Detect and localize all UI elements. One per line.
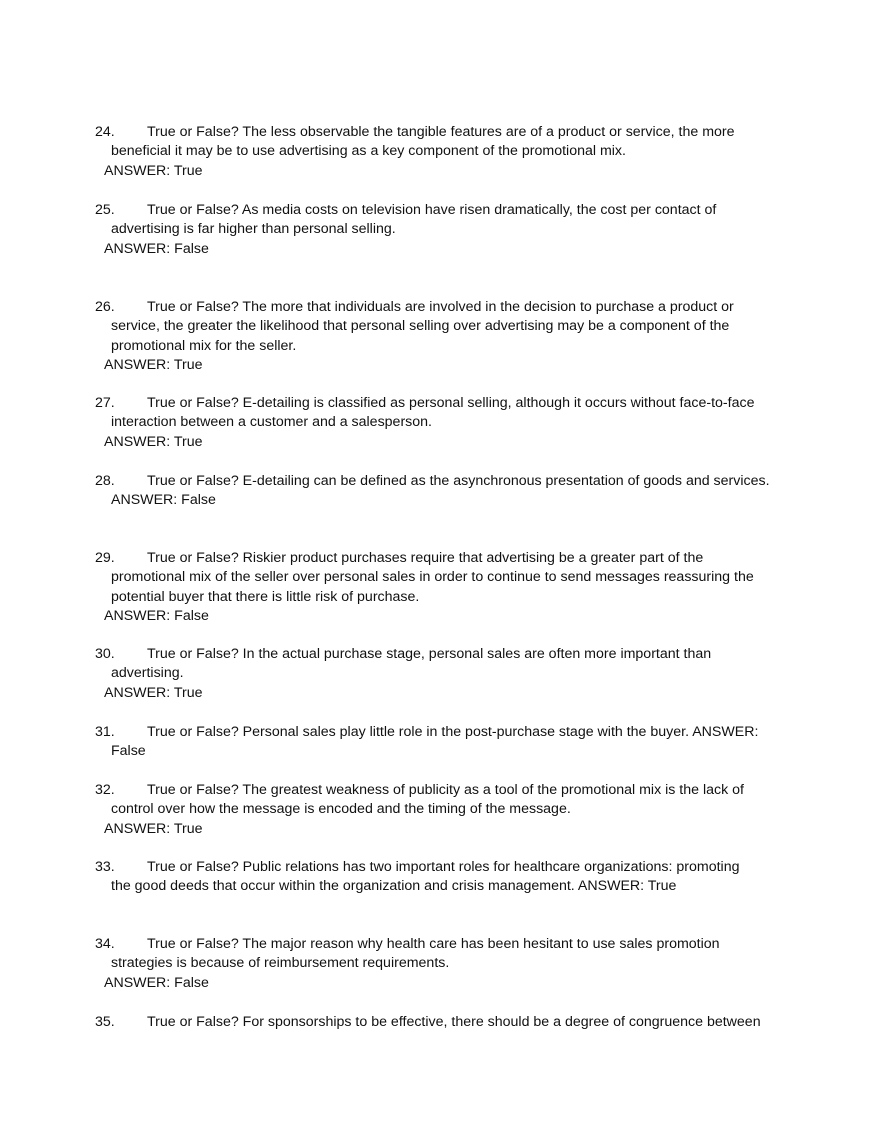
- question-text: True or False? The less observable the tangible features are of a product or service, the more: [147, 124, 735, 140]
- question-number: 28.: [95, 473, 115, 489]
- question-26: [95, 298, 785, 376]
- answer-line: ANSWER: False: [111, 492, 216, 509]
- question-29: [95, 549, 785, 627]
- question-continuation: advertising is far higher than personal selling.: [111, 221, 396, 238]
- question-number: 32.: [95, 782, 115, 798]
- question-text: True or False? The more that individuals are involved in the decision to purchase a product or: [147, 299, 734, 315]
- answer-line: ANSWER: False: [104, 608, 209, 625]
- question-34: [95, 935, 785, 993]
- question-first-line: [95, 935, 785, 954]
- answer-line: ANSWER: True: [104, 684, 203, 701]
- question-text: True or False? The greatest weakness of publicity as a tool of the promotional mix is the lack of: [147, 782, 744, 798]
- question-continuation: control over how the message is encoded and the timing of the message.: [111, 801, 571, 818]
- question-24: [95, 123, 785, 181]
- question-continuation: beneficial it may be to use advertising as a key component of the promotional mix.: [111, 143, 626, 160]
- question-first-line: [95, 123, 785, 142]
- question-32: [95, 781, 785, 839]
- question-continuation: interaction between a customer and a salesperson.: [111, 414, 432, 431]
- question-text: True or False? The major reason why health care has been hesitant to use sales promotion: [147, 936, 720, 952]
- question-25: [95, 201, 785, 259]
- question-first-line: [95, 858, 785, 877]
- question-31: [95, 723, 785, 762]
- question-text: True or False? E-detailing is classified as personal selling, although it occurs without face-to-face: [147, 395, 755, 411]
- question-number: 26.: [95, 299, 115, 315]
- question-first-line: [95, 645, 785, 664]
- question-number: 31.: [95, 724, 115, 740]
- question-35: [95, 1013, 785, 1032]
- answer-line: ANSWER: True: [104, 162, 203, 179]
- question-text: True or False? Personal sales play little role in the post-purchase stage with the buyer. ANSWER:: [147, 724, 759, 740]
- question-number: 25.: [95, 202, 115, 218]
- question-number: 35.: [95, 1014, 115, 1030]
- question-text: True or False? For sponsorships to be effective, there should be a degree of congruence between: [147, 1014, 761, 1030]
- question-number: 27.: [95, 395, 115, 411]
- question-first-line: [95, 201, 785, 220]
- question-continuation: service, the greater the likelihood that personal selling over advertising may be a component of the: [111, 318, 730, 335]
- question-text: True or False? Public relations has two important roles for healthcare organizations: promoting: [147, 859, 740, 875]
- answer-line: ANSWER: False: [104, 974, 209, 991]
- question-text: True or False? In the actual purchase stage, personal sales are often more important than: [147, 646, 712, 662]
- question-28: [95, 472, 785, 511]
- question-continuation: promotional mix of the seller over personal sales in order to continue to send messages reassuring the: [111, 569, 754, 586]
- question-continuation: strategies is because of reimbursement requirements.: [111, 955, 450, 972]
- question-continuation: promotional mix for the seller.: [111, 337, 297, 354]
- question-first-line: [95, 298, 785, 317]
- question-text: True or False? Riskier product purchases require that advertising be a greater part of the: [147, 550, 704, 566]
- question-text: True or False? E-detailing can be defined as the asynchronous presentation of goods and services.: [147, 473, 770, 489]
- question-33: [95, 858, 785, 897]
- question-number: 24.: [95, 124, 115, 140]
- question-continuation: potential buyer that there is little risk of purchase.: [111, 588, 420, 605]
- question-number: 34.: [95, 936, 115, 952]
- question-continuation: False: [111, 743, 146, 760]
- question-number: 33.: [95, 859, 115, 875]
- answer-line: ANSWER: False: [104, 240, 209, 257]
- question-30: [95, 645, 785, 703]
- question-first-line: [95, 394, 785, 413]
- question-first-line: [95, 723, 785, 742]
- question-text: True or False? As media costs on television have risen dramatically, the cost per contact of: [147, 202, 717, 218]
- question-27: [95, 394, 785, 452]
- question-first-line: [95, 781, 785, 800]
- answer-line: ANSWER: True: [104, 820, 203, 837]
- question-first-line: [95, 549, 785, 568]
- answer-line: ANSWER: True: [104, 433, 203, 450]
- question-first-line: [95, 472, 785, 491]
- question-number: 30.: [95, 646, 115, 662]
- question-number: 29.: [95, 550, 115, 566]
- question-first-line: [95, 1013, 785, 1032]
- answer-line: ANSWER: True: [104, 357, 203, 374]
- question-continuation: the good deeds that occur within the organization and crisis management. ANSWER: True: [111, 878, 677, 895]
- question-continuation: advertising.: [111, 665, 184, 682]
